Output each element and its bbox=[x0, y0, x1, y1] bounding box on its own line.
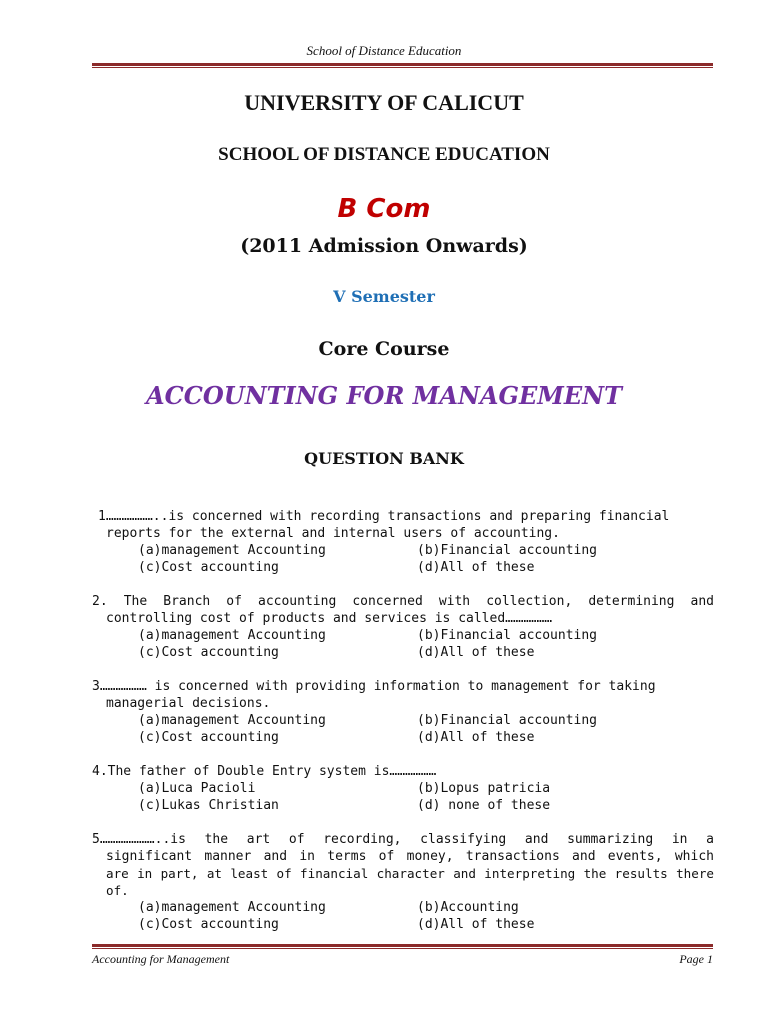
option-d: (d)All of these bbox=[417, 560, 535, 575]
question-text: reports for the external and internal users of accounting. bbox=[106, 526, 560, 541]
option-c: (c)Lukas Christian bbox=[138, 798, 279, 813]
page-footer bbox=[92, 952, 713, 967]
question-item bbox=[92, 593, 714, 661]
section-heading: QUESTION BANK bbox=[304, 449, 464, 468]
question-text: 3……………… is concerned with providing information to management for taking bbox=[92, 679, 656, 694]
option-c: (c)Cost accounting bbox=[138, 645, 279, 660]
footer-course-title: Accounting for Management bbox=[92, 952, 230, 966]
question-item bbox=[92, 831, 714, 933]
option-b: (b)Lopus patricia bbox=[417, 781, 551, 796]
university-title: UNIVERSITY OF CALICUT bbox=[244, 90, 524, 115]
option-d: (d)All of these bbox=[417, 730, 535, 745]
question-text: managerial decisions. bbox=[106, 696, 271, 711]
option-b: (b)Financial accounting bbox=[417, 628, 598, 643]
page-number: Page 1 bbox=[679, 952, 713, 966]
option-grid bbox=[92, 899, 714, 933]
program-title: B Com bbox=[337, 194, 431, 224]
question-text: 2. The Branch of accounting concerned with collection, determining and bbox=[92, 594, 714, 609]
question-text: 4.The father of Double Entry system is……………… bbox=[92, 764, 437, 779]
course-type: Core Course bbox=[318, 338, 450, 360]
option-a: (a)management Accounting bbox=[138, 713, 326, 728]
option-d: (d)All of these bbox=[417, 645, 535, 660]
option-c: (c)Cost accounting bbox=[138, 917, 279, 932]
question-list bbox=[92, 508, 714, 950]
option-b: (b)Accounting bbox=[417, 900, 519, 915]
option-grid bbox=[92, 542, 714, 576]
header-rule bbox=[92, 63, 713, 68]
question-text: 5…………………..is the art of recording, classifying and summarizing in a bbox=[92, 832, 714, 847]
option-b: (b)Financial accounting bbox=[417, 713, 598, 728]
admission-subtitle: (2011 Admission Onwards) bbox=[240, 235, 528, 257]
running-header: School of Distance Education bbox=[306, 43, 462, 58]
course-name: ACCOUNTING FOR MANAGEMENT bbox=[146, 381, 622, 410]
option-grid bbox=[92, 627, 714, 661]
option-a: (a)management Accounting bbox=[138, 900, 326, 915]
question-item bbox=[92, 763, 714, 814]
option-grid bbox=[92, 712, 714, 746]
option-d: (d)All of these bbox=[417, 917, 535, 932]
question-text: 1………………..is concerned with recording transactions and preparing financial bbox=[98, 509, 670, 524]
question-text: controlling cost of products and services is called……………… bbox=[106, 611, 553, 626]
semester-label: V Semester bbox=[333, 287, 435, 306]
option-d: (d) none of these bbox=[417, 798, 551, 813]
question-item bbox=[92, 678, 714, 746]
question-text: are in part, at least of financial character and interpreting the results there of. bbox=[106, 866, 714, 898]
option-a: (a)management Accounting bbox=[138, 543, 326, 558]
option-grid bbox=[92, 780, 714, 814]
question-text: significant manner and in terms of money, transactions and events, which bbox=[106, 849, 714, 864]
school-title: SCHOOL OF DISTANCE EDUCATION bbox=[218, 144, 550, 165]
question-item bbox=[92, 508, 714, 576]
option-a: (a)Luca Pacioli bbox=[138, 781, 256, 796]
option-a: (a)management Accounting bbox=[138, 628, 326, 643]
option-b: (b)Financial accounting bbox=[417, 543, 598, 558]
option-c: (c)Cost accounting bbox=[138, 730, 279, 745]
option-c: (c)Cost accounting bbox=[138, 560, 279, 575]
footer-rule bbox=[92, 944, 713, 949]
